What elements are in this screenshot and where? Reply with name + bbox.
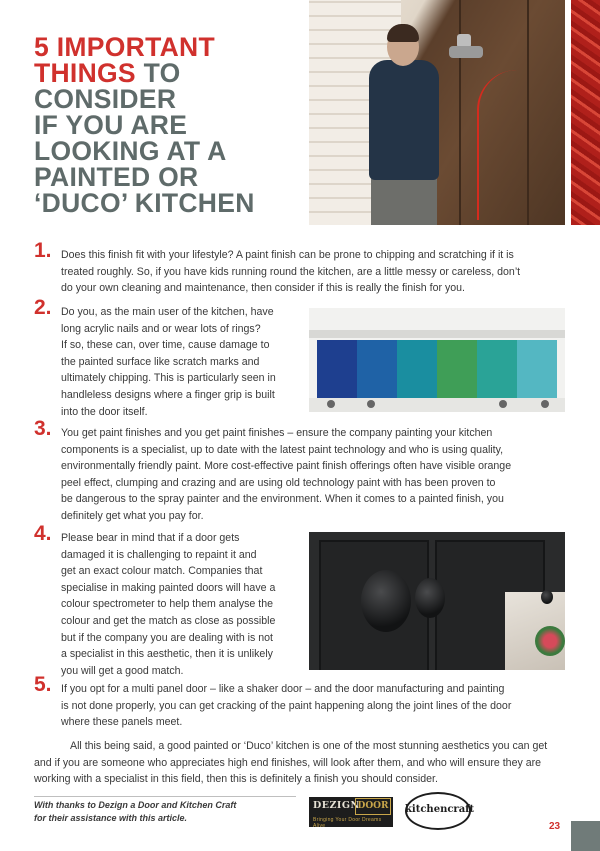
text-line: If you opt for a multi panel door – like a shaker door – and the door manufacturing and painting	[61, 683, 505, 695]
text-line: treated roughly. So, if you have kids running round the kitchen, are a little messy or careless, don’t	[61, 265, 521, 278]
text-line: do your own cleaning and maintenance, then consider if this is really the finish for you.	[61, 282, 465, 295]
text-line: be dangerous to the spray painter and the environment. When it comes to a painted finish, you	[61, 493, 504, 506]
item-number: 4.	[34, 522, 52, 545]
text-line: get an exact colour match. Companies that	[61, 565, 263, 578]
title-line: CONSIDER	[34, 84, 177, 114]
item-number: 2.	[34, 296, 52, 319]
item-text	[61, 530, 311, 679]
dezign-a-door-logo	[309, 797, 393, 827]
text-line: components is a specialist, up to date with the latest paint technology and who is using quality,	[61, 443, 504, 456]
text-line: long acrylic nails and or wear lots of rings?	[61, 322, 261, 335]
cabinet-door	[437, 340, 477, 398]
door-knob	[415, 578, 445, 618]
text-line: into the door itself.	[61, 405, 148, 418]
acknowledgement-line: With thanks to Dezign a Door and Kitchen Craft	[34, 800, 237, 810]
logo-text: DEZIGN	[313, 800, 360, 811]
text-line: damaged it is challenging to repaint it and	[61, 548, 257, 561]
spray-painter-photo	[309, 0, 565, 225]
kitchencraft-logo	[405, 792, 475, 830]
castor-wheel	[367, 400, 375, 408]
item-text	[61, 681, 571, 731]
text-line: is not done properly, you can get cracking of the paint happening along the joint lines of the door	[61, 699, 512, 712]
cabinet-door	[397, 340, 437, 398]
flowers	[535, 626, 565, 656]
title-line	[34, 60, 304, 86]
item-text	[61, 425, 571, 525]
logo-text: kitchencraft	[405, 804, 475, 815]
text-line: Please bear in mind that if a door gets	[61, 532, 240, 544]
text-line: peel effect, clumping and crazing and are using old technology paint with has been proven to	[61, 476, 496, 489]
worker-body	[369, 60, 439, 180]
item-text	[61, 304, 311, 420]
castor-wheel	[541, 400, 549, 408]
title-line: 5 IMPORTANT	[34, 32, 215, 62]
cabinet-base	[309, 398, 565, 412]
spray-gun	[449, 46, 483, 58]
cabinet-door	[517, 340, 557, 398]
text-line: colour spectrometer to help them analyse the	[61, 598, 273, 611]
item-number: 3.	[34, 417, 52, 440]
logo-tagline: Bringing Your Door Dreams Alive	[313, 817, 382, 829]
text-line: If so, these can, over time, cause damage to	[61, 339, 270, 352]
castor-wheel	[499, 400, 507, 408]
footer-divider	[34, 796, 296, 797]
item-number: 1.	[34, 239, 52, 262]
title-red-word: THINGS	[34, 58, 136, 88]
page-number: 23	[549, 821, 561, 832]
logo-text: DOOR	[355, 798, 391, 815]
text-line: handleless designs where a finger grip is built	[61, 388, 275, 401]
air-hose	[477, 70, 517, 220]
text-line: environmentally friendly paint. More cost-effective paint finish offerings often have visible orange	[61, 460, 512, 473]
text-line: Do you, as the main user of the kitchen, have	[61, 306, 274, 318]
title-line: PAINTED OR	[34, 162, 199, 192]
text-line: you will get a good match.	[61, 664, 184, 677]
cabinet-door	[477, 340, 517, 398]
cabinet-door	[317, 340, 357, 398]
text-line: You get paint finishes and you get paint finishes – ensure the company painting your kitchen	[61, 427, 493, 439]
acknowledgement-line: for their assistance with this article.	[34, 813, 188, 823]
door-knob	[361, 570, 411, 632]
cabinet-door	[357, 340, 397, 398]
text-line: the painted surface like scratch marks and	[61, 355, 260, 368]
text-line: a specialist in this aesthetic, then it is unlikely	[61, 648, 273, 661]
text-line: definitely get what you pay for.	[61, 509, 204, 522]
countertop	[309, 330, 565, 338]
item-text	[61, 247, 571, 297]
text-line: ultimately chipping. This is particularly seen in	[61, 372, 276, 385]
castor-wheel	[327, 400, 335, 408]
door-knob	[541, 590, 553, 604]
acknowledgement	[34, 799, 304, 825]
title-line: LOOKING AT A	[34, 136, 227, 166]
article-title	[34, 34, 304, 216]
worker-hair	[387, 24, 419, 42]
closing-paragraph: All this being said, a good painted or ‘Duco’ kitchen is one of the most stunning aesthetics you can get and if you are someone who appreciates high end finishes, will look after them, and who will ensure they are working with a specialist in this field, then this is definitely a finish you should consider.	[34, 740, 548, 786]
text-line: specialise in making painted doors will have a	[61, 581, 276, 594]
black-cabinet-knobs-photo	[309, 532, 565, 670]
corner-block	[571, 821, 600, 851]
text-line: where these panels meet.	[61, 716, 183, 729]
item-number: 5.	[34, 673, 52, 696]
text-line: colour and get the match as close as possible	[61, 614, 276, 627]
title-grey-word: TO	[135, 58, 181, 88]
wood-panel-seam	[527, 0, 529, 225]
text-line: but if the company you are dealing with is not	[61, 631, 273, 644]
title-line: IF YOU ARE	[34, 110, 188, 140]
colourful-kitchen-photo	[309, 308, 565, 412]
text-line: Does this finish fit with your lifestyle? A paint finish can be prone to chipping and scratching if it is	[61, 249, 514, 261]
decorative-red-strip	[571, 0, 600, 225]
title-line: ‘DUCO’ KITCHEN	[34, 188, 255, 218]
